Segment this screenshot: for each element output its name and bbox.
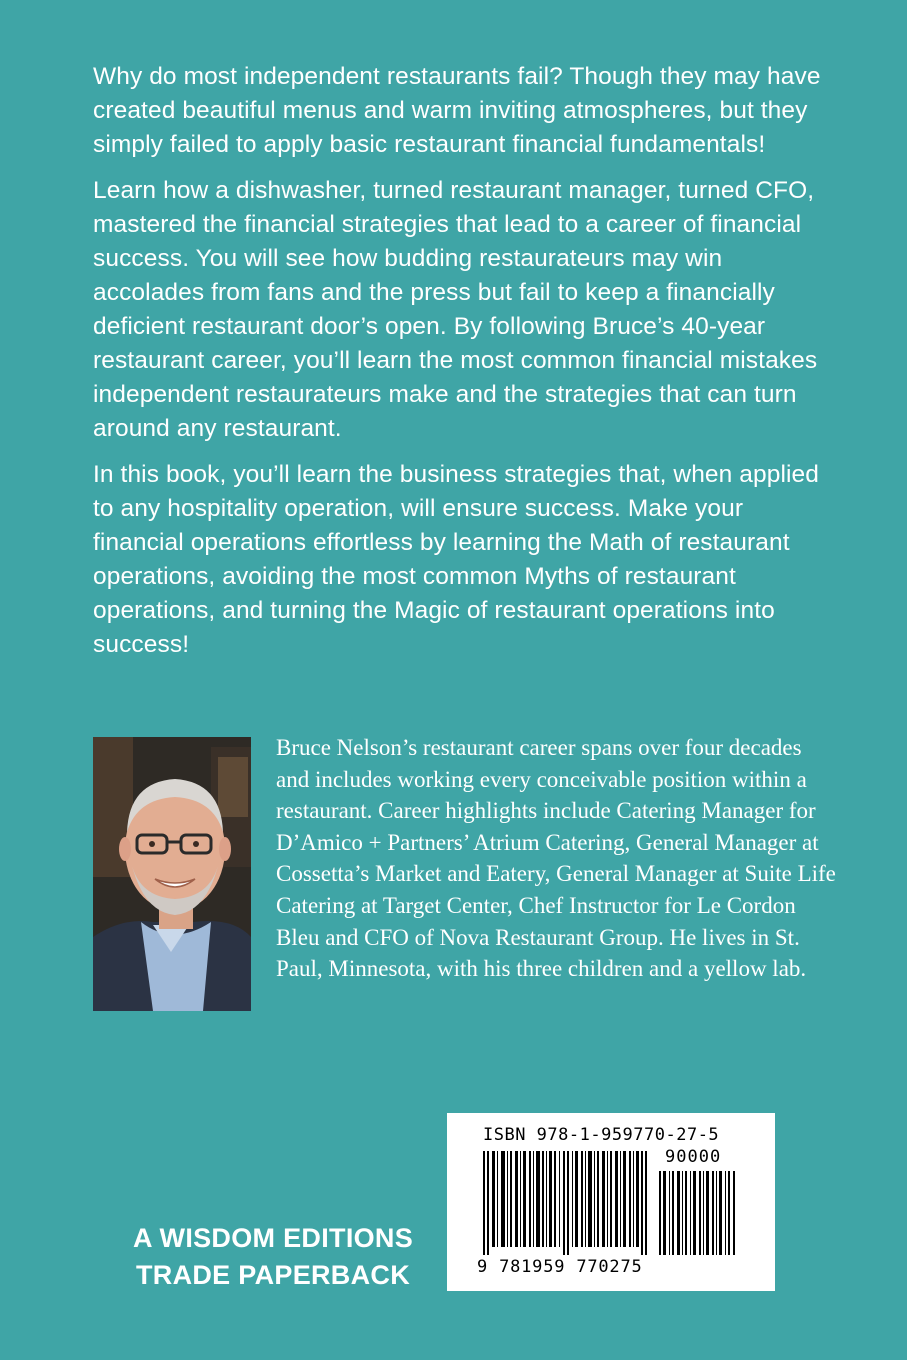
imprint-label <box>118 1220 428 1294</box>
addon-price-code: 90000 <box>665 1147 722 1167</box>
isbn-barcode <box>447 1113 775 1291</box>
author-portrait-image <box>93 737 251 1011</box>
blurb-paragraph-2: Learn how a dishwasher, turned restaurant manager, turned CFO, mastered the financial strategies that lead to a career of financial success. You will see how budding restaurateurs may win accolades from fans and the press but fail to keep a financially deficient restaurant door’s open. By following Bruce’s 40-year restaurant career, you’ll learn the most common financial mistakes independent restaurateurs make and the strategies that can turn around any restaurant. <box>93 177 818 442</box>
isbn-label: ISBN 978-1-959770-27-5 <box>483 1125 720 1145</box>
blurb-paragraph-3: In this book, you’ll learn the business strategies that, when applied to any hospitality operation, will ensure success. Make your financial operations effortless by learning the Math of restaurant operations, avoiding the most common Myths of restaurant operations, and turning the Magic of restaurant operations into success! <box>93 461 820 658</box>
imprint-line-2: TRADE PAPERBACK <box>135 1260 410 1290</box>
author-bio: Bruce Nelson’s restaurant career spans over four decades and includes working every conceivable position within a restaurant. Career highlights include Catering Manager for D’Amico + Partners’ Atrium Catering, General Manager at Cossetta’s Market and Eatery, General Manager at Suite Life Catering at Target Center, Chef Instructor for Le Cordon Bleu and CFO of Nova Restaurant Group. He lives in St. Paul, Minnesota, with his three children and a yellow lab. <box>276 735 836 982</box>
addon-barcode-bars <box>659 1171 737 1255</box>
blurb-paragraph-1: Why do most independent restaurants fail? Though they may have created beautiful menus and warm inviting atmospheres, but they simply failed to apply basic restaurant financial fundamentals! <box>93 63 821 158</box>
back-cover-blurb <box>93 60 833 674</box>
ean-barcode-bars <box>483 1151 651 1255</box>
author-photo <box>93 737 251 1011</box>
ean-number: 9 781959 770275 <box>477 1257 643 1277</box>
imprint-line-1: A WISDOM EDITIONS <box>132 1223 414 1253</box>
